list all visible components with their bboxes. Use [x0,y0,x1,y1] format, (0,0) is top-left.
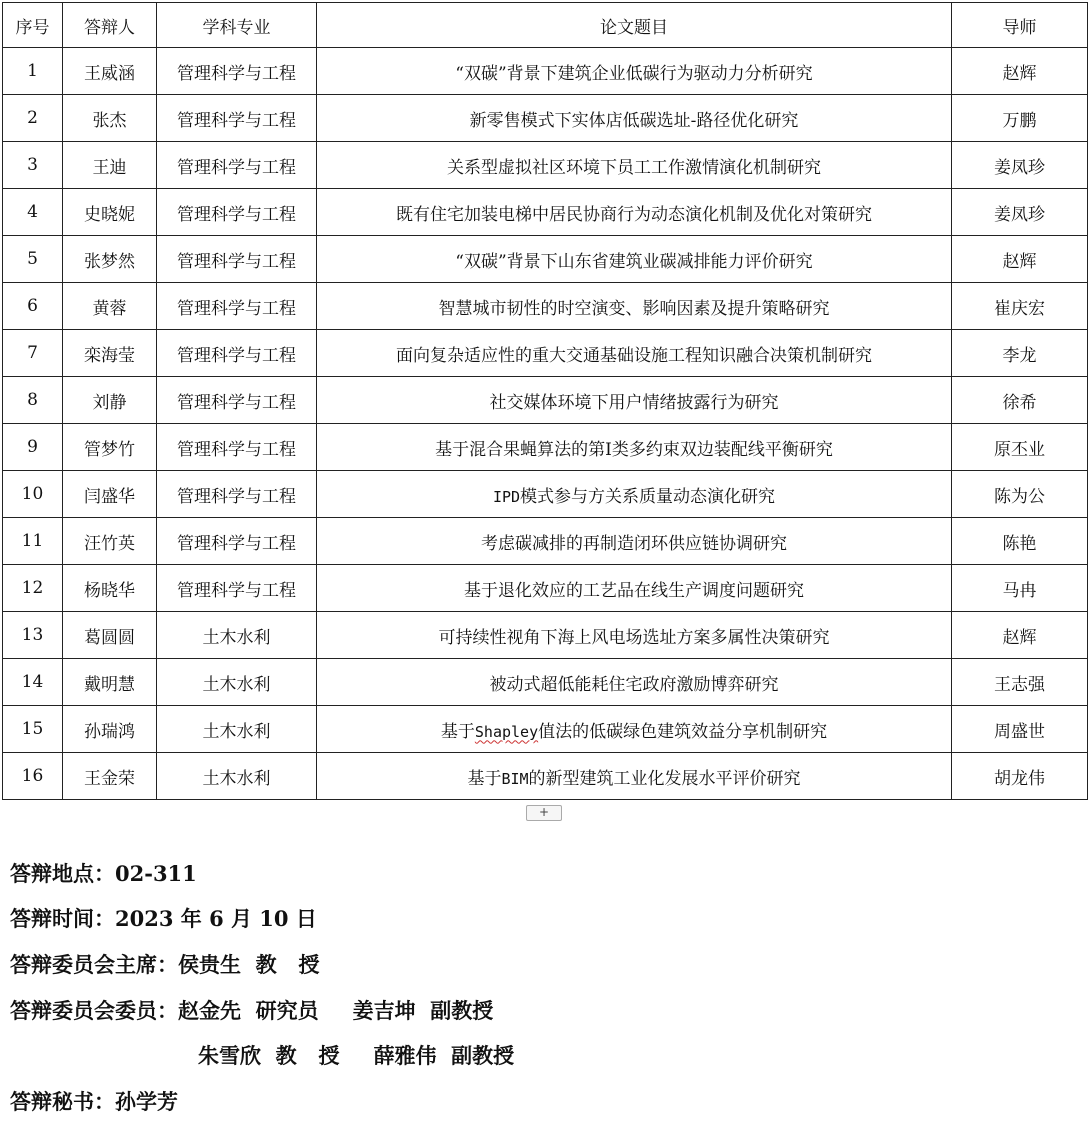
cell-student: 张杰 [63,95,157,142]
cell-advisor: 陈艳 [952,518,1088,565]
cell-student: 闫盛华 [63,471,157,518]
cell-thesis-title: 被动式超低能耗住宅政府激励博弈研究 [317,659,952,706]
cell-index: 3 [3,142,63,189]
cell-index: 8 [3,377,63,424]
cell-thesis-title: 基于混合果蝇算法的第Ⅰ类多约束双边装配线平衡研究 [317,424,952,471]
cell-thesis-title: 社交媒体环境下用户情绪披露行为研究 [317,377,952,424]
table-row [3,471,1088,518]
committee-members-line-2 [10,1040,514,1070]
cell-student: 刘静 [63,377,157,424]
cell-index: 1 [3,48,63,95]
cell-index: 11 [3,518,63,565]
table-row [3,377,1088,424]
cell-major: 管理科学与工程 [157,283,317,330]
cell-advisor: 王志强 [952,659,1088,706]
header-major: 学科专业 [157,3,317,48]
cell-advisor: 马冉 [952,565,1088,612]
cell-index: 5 [3,236,63,283]
cell-advisor: 赵辉 [952,236,1088,283]
header-title: 论文题目 [317,3,952,48]
table-row [3,659,1088,706]
header-index: 序号 [3,3,63,48]
cell-major: 管理科学与工程 [157,565,317,612]
add-table-row-button[interactable]: + [526,805,562,821]
cell-thesis-title: 智慧城市韧性的时空演变、影响因素及提升策略研究 [317,283,952,330]
table-row [3,612,1088,659]
cell-thesis-title: 基于BIM的新型建筑工业化发展水平评价研究 [317,753,952,800]
table-row [3,706,1088,753]
cell-major: 管理科学与工程 [157,95,317,142]
cell-index: 12 [3,565,63,612]
table-header-row [3,3,1088,48]
cell-student: 史晓妮 [63,189,157,236]
cell-index: 15 [3,706,63,753]
cell-student: 葛圆圆 [63,612,157,659]
cell-index: 16 [3,753,63,800]
cell-thesis-title: 关系型虚拟社区环境下员工工作激情演化机制研究 [317,142,952,189]
cell-advisor: 姜凤珍 [952,189,1088,236]
cell-major: 土木水利 [157,659,317,706]
cell-thesis-title: 既有住宅加装电梯中居民协商行为动态演化机制及优化对策研究 [317,189,952,236]
cell-thesis-title: 新零售模式下实体店低碳选址-路径优化研究 [317,95,952,142]
committee-member: 姜吉坤 副教授 [352,998,494,1023]
cell-student: 孙瑞鸿 [63,706,157,753]
cell-major: 管理科学与工程 [157,142,317,189]
cell-thesis-title: “双碳”背景下建筑企业低碳行为驱动力分析研究 [317,48,952,95]
defense-schedule-table [2,2,1088,800]
cell-advisor: 万鹏 [952,95,1088,142]
cell-advisor: 姜凤珍 [952,142,1088,189]
cell-student: 杨晓华 [63,565,157,612]
cell-thesis-title: 可持续性视角下海上风电场选址方案多属性决策研究 [317,612,952,659]
cell-student: 管梦竹 [63,424,157,471]
cell-major: 管理科学与工程 [157,189,317,236]
cell-index: 4 [3,189,63,236]
cell-index: 10 [3,471,63,518]
cell-thesis-title: 基于退化效应的工艺品在线生产调度问题研究 [317,565,952,612]
table-row [3,565,1088,612]
committee-member: 朱雪欣 教 授 [198,1043,340,1068]
header-student: 答辩人 [63,3,157,48]
table-row [3,424,1088,471]
cell-index: 7 [3,330,63,377]
table-row [3,753,1088,800]
cell-major: 管理科学与工程 [157,330,317,377]
defense-location: 答辩地点：02-311 [10,861,197,886]
header-advisor: 导师 [952,3,1088,48]
cell-thesis-title: IPD模式参与方关系质量动态演化研究 [317,471,952,518]
committee-member: 赵金先 研究员 [178,998,319,1023]
committee-chair-value: 侯贵生 教 授 [178,952,320,977]
cell-student: 王迪 [63,142,157,189]
cell-major: 管理科学与工程 [157,236,317,283]
cell-student: 黄蓉 [63,283,157,330]
cell-thesis-title: 面向复杂适应性的重大交通基础设施工程知识融合决策机制研究 [317,330,952,377]
committee-members-line-1 [10,995,493,1025]
committee-member: 薛雅伟 副教授 [373,1043,515,1068]
cell-student: 栾海莹 [63,330,157,377]
cell-advisor: 李龙 [952,330,1088,377]
cell-advisor: 陈为公 [952,471,1088,518]
cell-student: 戴明慧 [63,659,157,706]
cell-thesis-title: 考虑碳减排的再制造闭环供应链协调研究 [317,518,952,565]
cell-major: 土木水利 [157,612,317,659]
cell-major: 管理科学与工程 [157,377,317,424]
cell-advisor: 胡龙伟 [952,753,1088,800]
cell-advisor: 赵辉 [952,48,1088,95]
cell-student: 汪竹英 [63,518,157,565]
cell-student: 王威涵 [63,48,157,95]
committee-members-label: 答辩委员会委员： [10,998,178,1023]
table-row [3,48,1088,95]
cell-thesis-title: 基于Shapley值法的低碳绿色建筑效益分享机制研究 [317,706,952,753]
cell-advisor: 赵辉 [952,612,1088,659]
table-row [3,142,1088,189]
cell-advisor: 崔庆宏 [952,283,1088,330]
cell-student: 张梦然 [63,236,157,283]
committee-chair [10,949,320,979]
defense-secretary: 答辩秘书：孙学芳 [10,1089,178,1114]
cell-index: 6 [3,283,63,330]
table-row [3,283,1088,330]
cell-major: 管理科学与工程 [157,518,317,565]
cell-index: 14 [3,659,63,706]
table-row [3,518,1088,565]
defense-time: 答辩时间：2023 年 6 月 10 日 [10,906,317,931]
cell-advisor: 原丕业 [952,424,1088,471]
cell-advisor: 周盛世 [952,706,1088,753]
cell-advisor: 徐希 [952,377,1088,424]
table-row [3,236,1088,283]
cell-major: 土木水利 [157,753,317,800]
cell-thesis-title: “双碳”背景下山东省建筑业碳减排能力评价研究 [317,236,952,283]
table-row [3,95,1088,142]
committee-chair-label: 答辩委员会主席： [10,952,178,977]
cell-index: 13 [3,612,63,659]
table-row [3,330,1088,377]
cell-major: 土木水利 [157,706,317,753]
table-row [3,189,1088,236]
cell-major: 管理科学与工程 [157,424,317,471]
cell-student: 王金荣 [63,753,157,800]
cell-index: 9 [3,424,63,471]
cell-index: 2 [3,95,63,142]
cell-major: 管理科学与工程 [157,48,317,95]
cell-major: 管理科学与工程 [157,471,317,518]
